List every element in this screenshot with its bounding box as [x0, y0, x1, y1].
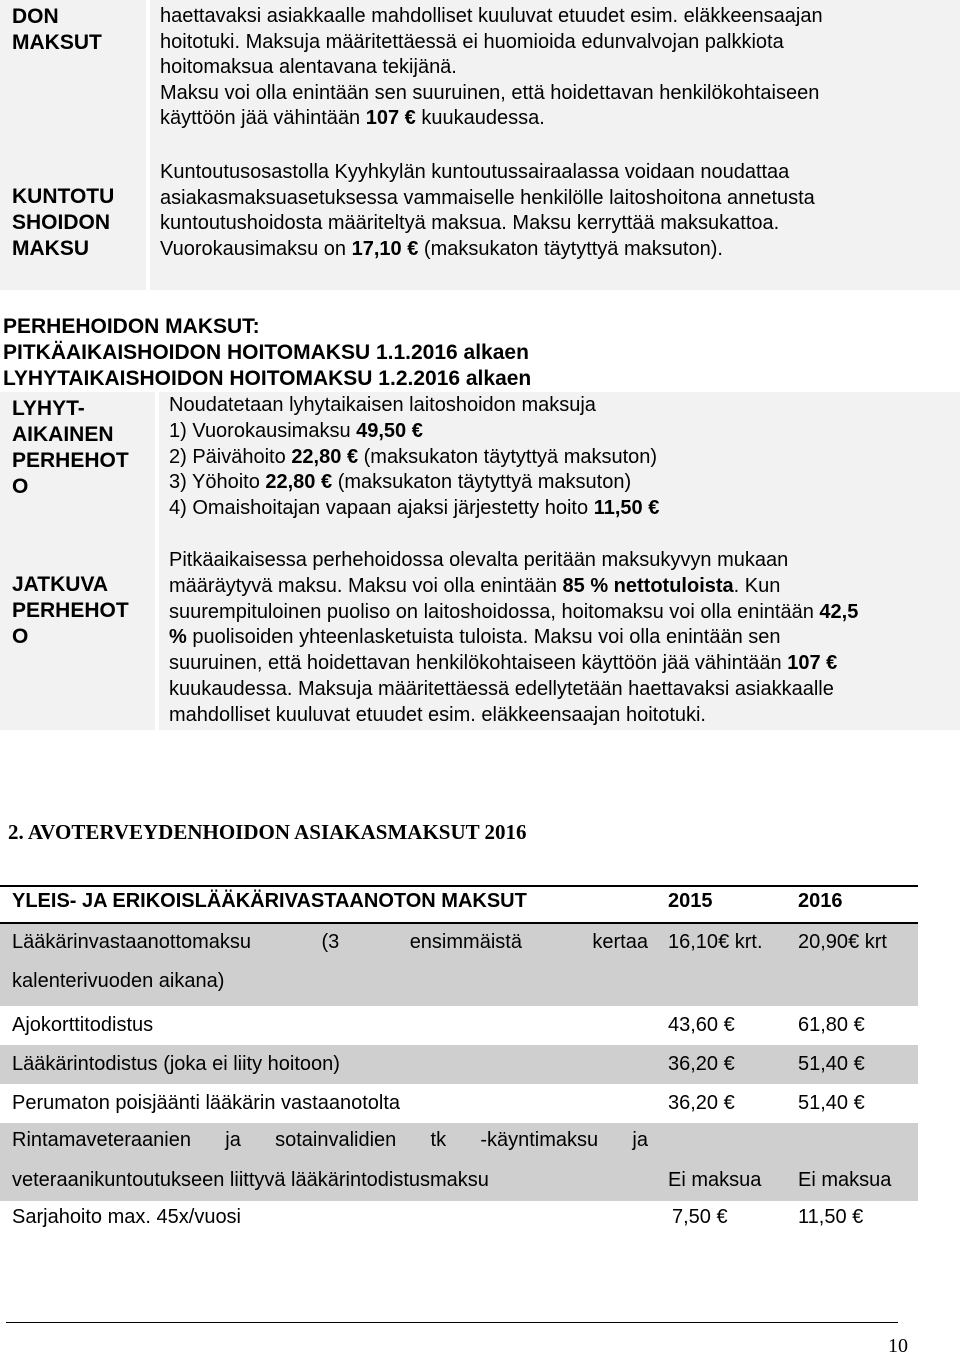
label-cell — [0, 392, 155, 730]
text-fragment: sotainvalidien — [275, 1129, 397, 1151]
text-fragment: . Kun — [733, 574, 781, 597]
value-2015: Ei maksua — [668, 1169, 762, 1191]
amount: % — [169, 626, 187, 649]
row-label — [12, 1127, 648, 1153]
text-line — [160, 106, 823, 132]
value: 7,50 — [672, 1206, 711, 1228]
label-cell — [0, 0, 146, 140]
footer-rule — [6, 1322, 898, 1323]
text-fragment: (maksukaton täytyttyä maksuton). — [423, 237, 723, 260]
text-line: kuntoutushoidosta määriteltyä maksua. Maksu kerryttää maksukattoa. — [160, 212, 780, 235]
value-2016 — [798, 1204, 863, 1230]
row-label: kalenterivuoden aikana) — [12, 970, 225, 992]
euro-icon: € — [716, 1206, 728, 1228]
amount: 107 — [365, 107, 400, 130]
text-line: hoitomaksua alentavana tekijänä. — [160, 56, 457, 79]
page-number: 10 — [888, 1335, 908, 1357]
row-label: Perumaton poisjäänti lääkärin vastaanotolta — [12, 1092, 401, 1114]
value-2015 — [668, 1012, 735, 1038]
column-header: YLEIS- JA ERIKOISLÄÄKÄRIVASTAANOTON MAKSUT — [12, 890, 527, 912]
section-title: 2. AVOTERVEYDENHOIDON ASIAKASMAKSUT 2016 — [8, 820, 527, 844]
value-2016 — [798, 1012, 865, 1038]
row-label-line: MAKSUT — [12, 31, 102, 54]
heading-line: PERHEHOIDON MAKSUT: — [3, 315, 260, 338]
text-fragment: ja — [225, 1129, 241, 1151]
text-cell — [150, 0, 960, 140]
row-label-line: O — [12, 625, 29, 648]
text-line — [169, 600, 858, 626]
euro-icon: € — [321, 471, 333, 494]
list-item — [169, 445, 659, 471]
text-line: haettavaksi asiakkaalle mahdolliset kuuluvat etuudet esim. eläkkeensaajan — [160, 5, 823, 27]
value: 20,90 — [798, 931, 849, 953]
table-row — [0, 1084, 918, 1123]
text-fragment: (3 — [321, 931, 340, 953]
text-line: hoitotuki. Maksuja määritettäessä ei huomioida edunvalvojan palkkiota — [160, 30, 784, 53]
text-fragment: kuukaudessa. — [421, 107, 545, 130]
euro-icon: € — [853, 1014, 865, 1036]
row-label-line: SHOIDON — [12, 211, 111, 234]
text-fragment: (maksukaton täytyttyä maksuton) — [337, 471, 632, 494]
text-cell — [159, 392, 960, 730]
euro-icon: € — [407, 237, 419, 260]
row-label: Ajokorttitodistus — [12, 1014, 154, 1036]
care-fee-table — [0, 0, 960, 290]
value-2016 — [798, 1090, 865, 1116]
row-label-line: KUNTOTU — [12, 185, 115, 208]
value: 36,20 — [668, 1092, 719, 1114]
amount: 22,80 — [265, 471, 316, 494]
text-line — [169, 651, 858, 677]
amount: 22,80 — [291, 445, 342, 468]
text-fragment: suuruinen, että hoidettavan henkilökohtaiseen käyttöön jää vähintään — [169, 652, 782, 675]
text-line — [160, 237, 815, 263]
amount: 49,50 — [356, 419, 407, 442]
text-line: Kuntoutusosastolla Kyyhkylän kuntoutussairaalassa voidaan noudattaa — [160, 161, 790, 183]
text-fragment: puolisoiden yhteenlasketuista tuloista. Maksu voi olla enintään sen — [192, 626, 781, 649]
row-label: Lääkärintodistus (joka ei liity hoitoon) — [12, 1053, 340, 1075]
value: 51,40 — [798, 1053, 849, 1075]
list-item — [169, 496, 659, 522]
text-fragment: -käyntimaksu — [480, 1129, 599, 1151]
row-label-line: AIKAINEN — [12, 423, 114, 446]
amount: 17,10 — [351, 237, 402, 260]
text-fragment: ensimmäistä — [409, 931, 522, 953]
table-row — [0, 1123, 918, 1201]
column-header: 2016 — [798, 890, 843, 912]
text-cell — [150, 140, 960, 290]
table-rule — [0, 885, 918, 887]
amount: 107 — [787, 652, 821, 675]
heading-line: LYHYTAIKAISHOIDON HOITOMAKSU 1.2.2016 alkaen — [3, 367, 532, 390]
value: 61,80 — [798, 1014, 849, 1036]
value-2016 — [798, 929, 887, 955]
euro-icon: € — [723, 1053, 735, 1075]
column-header: 2015 — [668, 890, 713, 912]
row-label-line: LYHYT- — [12, 397, 85, 420]
row-label: Sarjahoito max. 45x/vuosi — [12, 1206, 242, 1228]
row-label-line: DON — [12, 5, 59, 28]
text-fragment: määräytyvä maksu. Maksu voi olla enintään — [169, 574, 557, 597]
euro-icon: € — [411, 419, 423, 442]
value: 16,10 — [668, 931, 719, 953]
amount: 11,50 — [593, 497, 643, 520]
euro-icon: € — [723, 1014, 735, 1036]
table-row — [0, 1006, 918, 1045]
euro-icon: € — [404, 107, 416, 130]
text-fragment: ja — [632, 1129, 648, 1151]
euro-icon: € — [648, 497, 660, 520]
row-label — [12, 929, 648, 955]
euro-icon: € — [826, 652, 838, 675]
text-fragment: Rintamaveteraanien — [12, 1129, 191, 1151]
row-label: veteraanikuntoutukseen liittyvä lääkärintodistusmaksu — [12, 1169, 489, 1191]
heading-line: PITKÄAIKAISHOIDON HOITOMAKSU 1.1.2016 alkaen — [3, 341, 529, 364]
row-label-line: PERHEHOT — [12, 449, 129, 472]
value: 11,50 — [798, 1206, 847, 1228]
text-fragment: 2) Päivähoito — [169, 445, 286, 468]
text-line: Noudatetaan lyhytaikaisen laitoshoidon maksuja — [169, 394, 596, 416]
amount: 42,5 — [819, 600, 859, 623]
text-fragment: tk — [430, 1129, 447, 1151]
value-2015 — [672, 1204, 728, 1230]
value-2015 — [668, 1051, 735, 1077]
euro-icon: € — [853, 1092, 865, 1114]
euro-icon: € — [852, 1206, 864, 1228]
row-label-line: JATKUVA — [12, 573, 109, 596]
label-cell — [0, 140, 146, 290]
text-fragment: suurempituloinen puoliso on laitoshoidossa, hoitomaksu voi olla enintään — [169, 600, 814, 623]
unit: € krt — [848, 931, 887, 953]
text-line — [169, 574, 858, 600]
unit: € krt. — [718, 931, 763, 953]
value-2015 — [668, 1090, 735, 1116]
value-2016: Ei maksua — [798, 1169, 892, 1191]
text-line: kuukaudessa. Maksuja määritettäessä edellytetään haettavaksi asiakkaalle — [169, 677, 834, 700]
amount: 85 % nettotuloista — [562, 574, 734, 597]
text-fragment: (maksukaton täytyttyä maksuton) — [363, 445, 658, 468]
value: 36,20 — [668, 1053, 719, 1075]
value: 51,40 — [798, 1092, 849, 1114]
text-fragment: 3) Yöhoito — [169, 471, 260, 494]
row-label-line: PERHEHOT — [12, 599, 129, 622]
table-row — [0, 1201, 918, 1240]
text-fragment: Lääkärinvastaanottomaksu — [12, 931, 252, 953]
text-line: mahdolliset kuuluvat etuudet esim. eläkkeensaajan hoitotuki. — [169, 703, 706, 726]
euro-icon: € — [346, 445, 359, 468]
list-item — [169, 470, 659, 496]
text-fragment: 4) Omaishoitajan vapaan ajaksi järjestetty hoito — [169, 497, 589, 520]
value: 43,60 — [668, 1014, 719, 1036]
list-item — [169, 419, 659, 445]
text-fragment: kertaa — [592, 931, 648, 953]
text-line: Maksu voi olla enintään sen suuruinen, että hoidettavan henkilökohtaiseen — [160, 81, 820, 104]
value-2016 — [798, 1051, 865, 1077]
euro-icon: € — [723, 1092, 735, 1114]
text-line: asiakasmaksuasetuksessa vammaiselle henkilölle laitoshoitona annetusta — [160, 186, 815, 209]
row-label-line: MAKSU — [12, 237, 89, 260]
text-line: Pitkäaikaisessa perhehoidossa olevalta peritään maksukyvyn mukaan — [169, 549, 789, 571]
text-fragment: käyttöön jää vähintään — [160, 107, 361, 130]
family-care-table — [0, 392, 960, 730]
text-fragment: 1) Vuorokausimaksu — [169, 419, 351, 442]
euro-icon: € — [853, 1053, 865, 1075]
value-2015 — [668, 929, 763, 955]
table-row — [0, 1045, 918, 1084]
text-fragment: Vuorokausimaksu on — [160, 237, 347, 260]
text-line — [169, 625, 858, 651]
row-label-line: O — [12, 475, 29, 498]
table-row — [0, 924, 918, 1006]
family-care-heading — [3, 314, 531, 392]
